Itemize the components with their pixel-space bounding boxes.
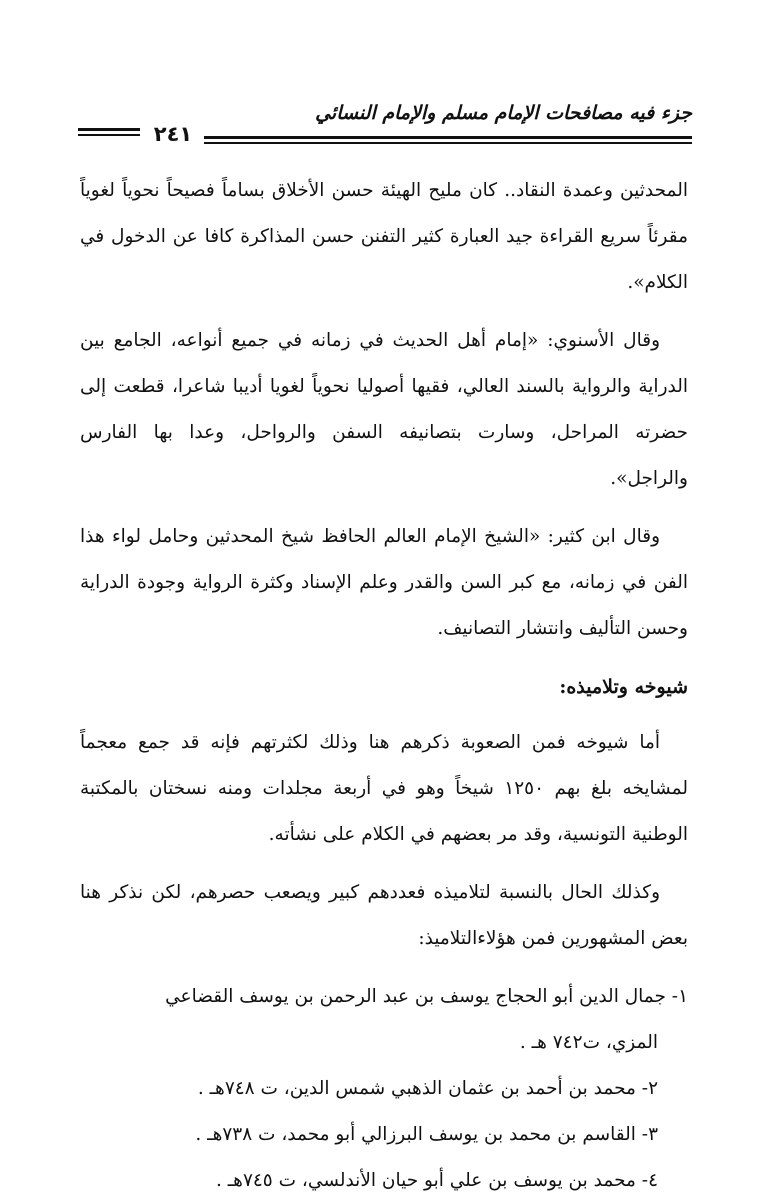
main-text xyxy=(80,168,688,1204)
header-rule-right xyxy=(204,136,692,139)
paragraph-students-intro: وكذلك الحال بالنسبة لتلاميذه فعددهم كبير ويصعب حصرهم، لكن نذكر هنا بعض المشهورين فمن هؤلاءالتلاميذ: xyxy=(80,882,688,949)
paragraph-asnawi-quote: وقال الأسنوي: «إمام أهل الحديث في زمانه في جميع أنواعه، الجامع بين الدراية والرواية بالسند العالي، فقيها أصوليا نحوياً لغويا أديبا شاعرا، قطعت إلى حضرته المراحل، وسارت بتصانيفه السفن والرواحل، وعدا بها الفارس والراجل». xyxy=(80,330,688,489)
list-item-text: ١- جمال الدين أبو الحجاج يوسف بن عبد الرحمن بن يوسف القضاعي xyxy=(165,986,688,1007)
header-rule-right-lower xyxy=(204,142,692,144)
list-item-text: ٢- محمد بن أحمد بن عثمان الذهبي شمس الدين، ت ٧٤٨هـ . xyxy=(197,1078,658,1099)
header-rule-left xyxy=(78,128,140,131)
students-list xyxy=(80,974,688,1204)
list-item-text: ٤- محمد بن يوسف بن علي أبو حيان الأندلسي، ت ٧٤٥هـ . xyxy=(216,1170,658,1191)
header-rule-left-lower xyxy=(78,134,140,136)
list-item xyxy=(80,1112,688,1158)
list-item-continuation: المزي، ت٧٤٢ هـ . xyxy=(519,1032,658,1053)
page-header xyxy=(78,94,692,150)
section-heading: شيوخه وتلاميذه: xyxy=(559,676,688,698)
paragraph-ibn-kathir-quote: وقال ابن كثير: «الشيخ الإمام العالم الحافظ شيخ المحدثين وحامل لواء هذا الفن في زمانه، مع كبر السن والقدر وعلم الإسناد وكثرة الرواية وجودة الدراية وحسن التأليف وانتشار التصانيف. xyxy=(80,526,688,639)
list-item-text: ٣- القاسم بن محمد بن يوسف البرزالي أبو محمد، ت ٧٣٨هـ . xyxy=(195,1124,658,1145)
running-title: جزء فيه مصافحات الإمام مسلم والإمام النسائي xyxy=(315,102,692,124)
paragraph-teachers: أما شيوخه فمن الصعوبة ذكرهم هنا وذلك لكثرتهم فإنه قد جمع معجماً لمشايخه بلغ بهم ١٢٥٠ شيخاً وهو في أربعة مجلدات ومنه نسختان بالمكتبة الوطنية التونسية، وقد مر بعضهم في الكلام على نشأته. xyxy=(80,732,689,845)
list-item xyxy=(80,1158,688,1204)
page-number: ٢٤١ xyxy=(153,122,193,146)
paragraph-continuation: المحدثين وعمدة النقاد.. كان مليح الهيئة حسن الأخلاق بساماً فصيحاً نحوياً لغوياً مقرئاً سريع القراءة جيد العبارة كثير التفنن حسن المذاكرة كافا عن الدخول في الكلام». xyxy=(80,180,688,293)
list-item xyxy=(80,974,688,1066)
list-item xyxy=(80,1066,688,1112)
